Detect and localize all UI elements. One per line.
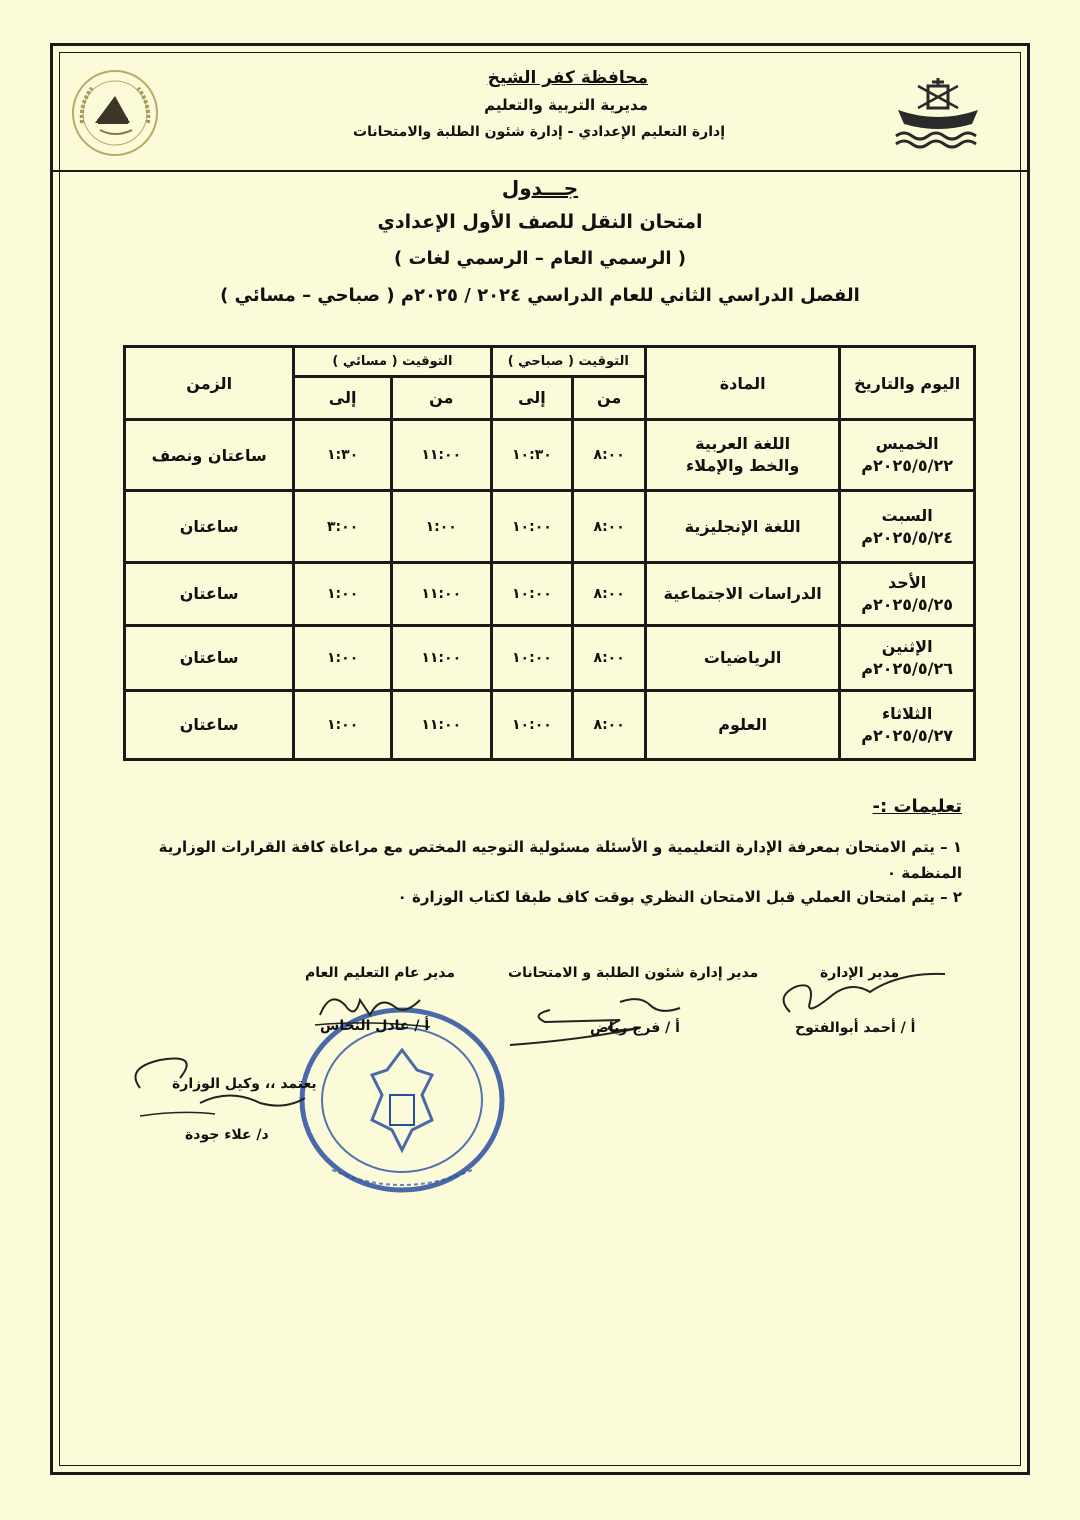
subject-line2: والخط والإملاء: [686, 456, 800, 476]
table-row: [125, 562, 975, 625]
semester-line: الفصل الدراسي الثاني للعام الدراسي ٢٠٢٤ / ٢٠٢٥م ( صباحي – مسائي ): [220, 285, 860, 306]
header-evening-from: من: [391, 376, 491, 420]
instruction-item-1: ١ – يتم الامتحان بمعرفة الإدارة التعليمية و الأسئلة مسئولية التوجيه المختص مع مراعاة كافة القرارات الوزارية المنظمة ٠: [158, 838, 962, 882]
day-date-cell: [840, 420, 975, 491]
approval-label: يعتمد ،، وكيل الوزارة: [172, 1076, 317, 1092]
morning-from: ٨:٠٠: [573, 625, 646, 690]
directorate-logo: [70, 68, 160, 158]
header-morning: التوقيت ( صباحي ): [491, 347, 645, 377]
exam-date: ٢٠٢٥/٥/٢٧م: [861, 725, 954, 745]
table-row: [125, 690, 975, 759]
day-name: الإثنين: [881, 636, 933, 656]
evening-from: ١:٠٠: [391, 491, 491, 562]
approver-name: د/ علاء جودة: [185, 1127, 269, 1143]
morning-from: ٨:٠٠: [573, 491, 646, 562]
duration: ساعتان: [125, 562, 294, 625]
subject-cell: [646, 562, 840, 625]
exam-title: امتحان النقل للصف الأول الإعدادي: [377, 211, 703, 233]
signer-2-name: أ / فرج رياض: [590, 1020, 680, 1036]
day-date-cell: [840, 562, 975, 625]
header-subject: المادة: [646, 347, 840, 420]
table-row: [125, 625, 975, 690]
subject-cell: [646, 690, 840, 759]
governorate-name: محافظة كفر الشيخ: [487, 68, 648, 88]
signer-3-title: مدير عام التعليم العام: [305, 965, 455, 981]
evening-from: ١١:٠٠: [391, 690, 491, 759]
duration: ساعتان: [125, 690, 294, 759]
duration: ساعتان: [125, 625, 294, 690]
exam-date: ٢٠٢٥/٥/٢٢م: [861, 456, 954, 476]
morning-from: ٨:٠٠: [573, 562, 646, 625]
day-name: الثلاثاء: [881, 703, 933, 723]
signer-1-name: أ / أحمد أبوالفتوح: [795, 1020, 916, 1036]
header-morning-from: من: [573, 376, 646, 420]
exam-schedule-table: [123, 345, 976, 761]
instructions-title: تعليمات :-: [872, 796, 962, 817]
morning-to: ١٠:٠٠: [491, 625, 573, 690]
subject-line1: العلوم: [718, 715, 768, 735]
header-morning-to: إلى: [491, 376, 573, 420]
header-separator: [50, 170, 1030, 172]
day-name: الخميس: [875, 434, 939, 454]
signer-3-name: أ / عادل النحاس: [320, 1018, 430, 1034]
header-evening-to: إلى: [294, 376, 392, 420]
header-day-date: اليوم والتاريخ: [840, 347, 975, 420]
duration: ساعتان ونصف: [125, 420, 294, 491]
exam-subtitle: ( الرسمي العام – الرسمي لغات ): [393, 248, 687, 269]
morning-from: ٨:٠٠: [573, 420, 646, 491]
day-name: السبت: [881, 505, 933, 525]
signer-1-title: مدير الإدارة: [820, 965, 900, 981]
exam-date: ٢٠٢٥/٥/٢٦م: [861, 658, 954, 678]
subject-line1: اللغة الإنجليزية: [684, 517, 801, 537]
subject-line1: اللغة العربية: [695, 434, 791, 454]
evening-from: ١١:٠٠: [391, 625, 491, 690]
day-date-cell: [840, 625, 975, 690]
governorate-logo: [888, 72, 988, 152]
evening-to: ١:٣٠: [294, 420, 392, 491]
evening-from: ١١:٠٠: [391, 420, 491, 491]
exam-date: ٢٠٢٥/٥/٢٥م: [861, 594, 954, 614]
subject-cell: [646, 420, 840, 491]
evening-from: ١١:٠٠: [391, 562, 491, 625]
subject-cell: [646, 625, 840, 690]
day-date-cell: [840, 690, 975, 759]
morning-to: ١٠:٠٠: [491, 690, 573, 759]
morning-to: ١٠:٠٠: [491, 562, 573, 625]
subject-line1: الدراسات الاجتماعية: [663, 584, 822, 604]
morning-to: ١٠:٣٠: [491, 420, 573, 491]
duration: ساعتان: [125, 491, 294, 562]
evening-to: ٣:٠٠: [294, 491, 392, 562]
day-date-cell: [840, 491, 975, 562]
header-duration: الزمن: [125, 347, 294, 420]
department-name: إدارة التعليم الإعدادي - إدارة شئون الطلبة والامتحانات: [353, 124, 725, 140]
table-row: [125, 491, 975, 562]
exam-date: ٢٠٢٥/٥/٢٤م: [861, 527, 954, 547]
header-evening: التوقيت ( مسائي ): [294, 347, 491, 377]
instruction-item-2: ٢ – يتم امتحان العملي قبل الامتحان النظري بوقت كاف طبقا لكتاب الوزارة ٠: [397, 888, 962, 906]
evening-to: ١:٠٠: [294, 690, 392, 759]
signer-2-title: مدير إدارة شئون الطلبة و الامتحانات: [508, 965, 759, 981]
day-name: الأحد: [888, 572, 927, 592]
subject-line1: الرياضيات: [703, 648, 782, 668]
evening-to: ١:٠٠: [294, 562, 392, 625]
morning-to: ١٠:٠٠: [491, 491, 573, 562]
evening-to: ١:٠٠: [294, 625, 392, 690]
doc-title: جـــدول: [501, 176, 579, 200]
table-header-row: [125, 347, 975, 377]
table-row: [125, 420, 975, 491]
morning-from: ٨:٠٠: [573, 690, 646, 759]
directorate-name: مديرية التربية والتعليم: [484, 96, 648, 114]
subject-cell: [646, 491, 840, 562]
